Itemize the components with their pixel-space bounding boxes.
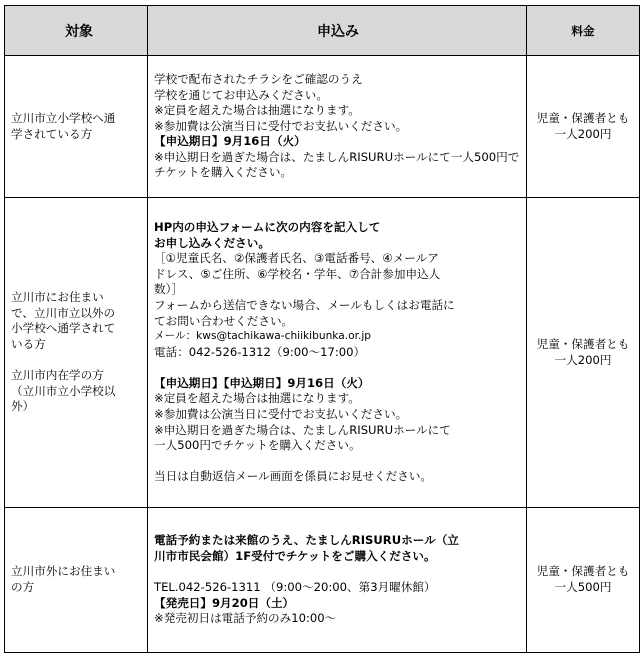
- spacer: [154, 360, 522, 376]
- header-target: 対象: [5, 6, 148, 56]
- application-cell: [148, 198, 527, 508]
- application-heading: 電話予約または来館のうえ、たましんRISURUホール（立: [154, 533, 459, 548]
- spacer: [154, 454, 522, 470]
- target-line: （立川市立小学校以: [11, 383, 116, 398]
- application-heading: 川市市民会館）1F受付でチケットをご購入ください。: [154, 548, 436, 563]
- header-row: [5, 6, 640, 56]
- application-heading: HP内の申込フォームに次の内容を記入して: [154, 219, 381, 234]
- target-line: いる方: [11, 336, 46, 351]
- fee-line: 児童・保護者とも: [536, 110, 630, 125]
- target-cell: [5, 508, 148, 653]
- target-line: 外）: [11, 399, 35, 414]
- contact-email: メール：kws@tachikawa-chiikibunka.or.jp: [154, 330, 371, 343]
- fee-line: 児童・保護者とも: [536, 336, 630, 351]
- application-heading: お申し込みください。: [154, 235, 270, 250]
- deadline-line: 【申込期日】【申込期日】9月16日（火）: [154, 375, 370, 390]
- sale-note: ※発売初日は電話予約のみ10:00～: [154, 611, 337, 626]
- fee-line: 児童・保護者とも: [536, 564, 630, 579]
- contact-phone: TEL.042-526-1311 （9:00～20:00、第3月曜休館）: [154, 580, 436, 594]
- note-line: フォームから送信できない場合、メールもしくはお電話に: [154, 297, 455, 312]
- target-line: で、立川市立以外の: [11, 305, 116, 320]
- sale-date: 【発売日】9月20日（土）: [154, 595, 295, 610]
- items-line: ［①児童氏名、②保護者氏名、③電話番号、④メールア: [154, 251, 439, 266]
- fee-line: 一人200円: [554, 352, 612, 367]
- application-line: ※参加費は公演当日に受付でお支払いください。: [154, 118, 408, 133]
- rule-line: 一人500円でチケットを購入ください。: [154, 438, 361, 453]
- application-line: 学校を通じてお申込みください。: [154, 87, 328, 102]
- fee-line: 一人200円: [554, 126, 612, 141]
- target-line: 学されている方: [11, 126, 93, 141]
- target-line: 立川市外にお住まい: [11, 564, 116, 579]
- target-line: 立川市内在学の方: [11, 368, 104, 383]
- target-line: の方: [11, 580, 35, 594]
- header-fee: 料金: [527, 6, 640, 56]
- rule-line: ※参加費は公演当日に受付でお支払いください。: [154, 407, 408, 422]
- fee-cell: [527, 198, 640, 508]
- rule-line: ※申込期日を過ぎた場合は、たましんRISURUホールにて: [154, 422, 451, 437]
- target-line: 立川市立小学校へ通: [11, 110, 116, 125]
- application-cell: [148, 56, 527, 198]
- items-line: ドレス、⑤ご住所、⑥学校名・学年、⑦合計参加申込人: [154, 266, 441, 281]
- note-line: てお問い合わせください。: [154, 313, 294, 328]
- application-line: 学校で配布されたチラシをご確認のうえ: [154, 71, 363, 86]
- fee-cell: [527, 508, 640, 653]
- deadline-line: 【申込期日】9月16日（火）: [154, 134, 306, 149]
- table-row: [5, 198, 640, 508]
- event-application-table: [4, 5, 640, 653]
- application-line: ※申込期日を過ぎた場合は、たましんRISURUホールにて一人500円でチケットを購入ください。: [154, 149, 520, 180]
- rule-line: ※定員を超えた場合は抽選になります。: [154, 391, 360, 406]
- target-line: 立川市にお住まい: [11, 290, 104, 305]
- fee-cell: [527, 56, 640, 198]
- items-line: 数）］: [154, 282, 183, 297]
- header-application: 申込み: [148, 6, 527, 56]
- target-cell: [5, 198, 148, 508]
- application-cell: [148, 508, 527, 653]
- application-line: ※定員を超えた場合は抽選になります。: [154, 103, 360, 118]
- table-row: [5, 56, 640, 198]
- target-line: 小学校へ通学されて: [11, 321, 116, 336]
- spacer: [154, 564, 522, 580]
- fee-line: 一人500円: [554, 580, 612, 594]
- spacer: [11, 353, 147, 369]
- final-note: 当日は自動返信メール画面を係員にお見せください。: [154, 469, 433, 484]
- table-row: [5, 508, 640, 653]
- target-cell: [5, 56, 148, 198]
- contact-phone: 電話：042-526-1312（9:00～17:00）: [154, 344, 366, 359]
